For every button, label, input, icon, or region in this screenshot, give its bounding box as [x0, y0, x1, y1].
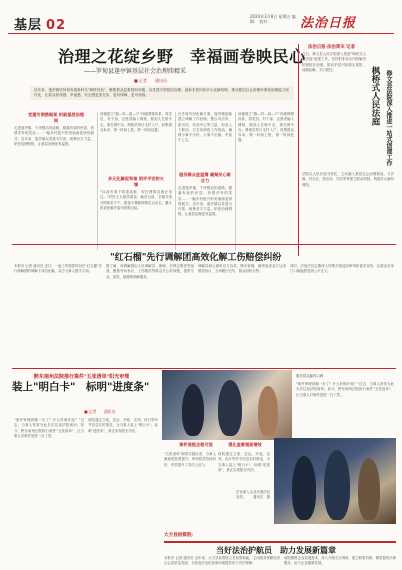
article3-col-4: 该院通过立案、送达、开庭、宣判、执行等环节信息实时推送，为当事人装上"明白卡"，标明"进度条"，真正实现阳光司法。	[218, 452, 270, 472]
sidebar-vertical-subtitle: 修文县法院深入推进一站式创建工作	[385, 70, 392, 166]
article3-subhead-1: 案件流程全程可视	[179, 442, 213, 447]
article1-col-2a: 该镇建立"镇—村—组—户"四级网格体系，将党员、村干部、志愿者编入网格，做到人在格中走、事在网中办。网格员每日走村入户，收集群众诉求，第一时间上报、第一时间处置。	[100, 112, 172, 132]
column-divider	[235, 112, 236, 250]
article3-col-5: "案件审理到哪一步了？什么时候开庭？"过去，当事人常常为此多次往返法院询问。如今，黔东南州法院推行案件"五张清单"，让当事人对案件进度一目了然。	[296, 382, 394, 397]
masthead-logo: 法治日报	[300, 16, 357, 31]
article4-col-2: 该院聚焦企业发展需求，深入开展走访调研，建立联系机制，精准提供法律服务，助力企业健康发展。	[284, 556, 396, 566]
article4-col-1: 本报讯 记者 通讯员 近年来，大方县检察院立足检察职能，主动服务保障经济社会高质量发展，为营造法治化营商环境提供有力司法保障。	[164, 556, 280, 566]
article3-col-3: "五张清单"制度实施以来，当事人满意度显著提升，审判质效持续向好，有效提升了司法公信力。	[164, 452, 216, 467]
article3-col-1: "案件审理到哪一步了？什么时候开庭？"过去，当事人常常为此多次往返法院询问。如今，黔东南州法院推行案件"五张清单"，让当事人对案件进度一目了然。	[14, 418, 84, 438]
article1-byline: ■ 记者 通讯员	[134, 78, 168, 83]
article1-col-2b: "以前有事不知道找谁，现在网格员就在身边。"村民王大姐笑着说。截至目前，全镇共划分网格若干个，配备专兼职网格员百余名，累计排查化解矛盾纠纷数百起。	[100, 190, 172, 210]
sidebar-col-1: 近日，修文县人民法院深入推进"枫桥式人民法庭"创建工作，坚持把非诉讼纠纷解决机制挺在前面，推动矛盾纠纷源头预防、前端化解、关口把控。	[302, 52, 366, 72]
header-rule	[8, 33, 394, 34]
courtroom-photo[interactable]	[162, 370, 292, 440]
date-info: 2024年3月8日 星期五 编辑： 校对：	[250, 14, 296, 24]
section-rule	[12, 368, 396, 369]
section-label: 基层 02	[14, 18, 67, 33]
article3-col-2: 该院通过立案、送达、开庭、宣判、执行等环节信息实时推送，为当事人装上"明白卡"，标明"进度条"，真正实现阳光司法。	[88, 418, 158, 433]
article3-title[interactable]: 装上"明白卡" 标明"进度条"	[12, 381, 150, 393]
sidebar-byline: 法治日报·法治周末 记者	[308, 45, 355, 50]
article2-col-1: 本报讯 记者 通讯员 近日，一起工伤赔偿纠纷在"红石榴"先行调解团的调解下成功化解，双方当事人握手言和。	[14, 264, 102, 274]
article1-subtitle: ——罗甸县逢亭镇基层社会治理续精采	[84, 68, 187, 75]
article3-subhead-2: 强化监督提质增效	[228, 442, 262, 447]
staff-photo[interactable]	[274, 438, 396, 524]
article3-kicker: 黔东南州法院推行案件"五张清单"阳光审理	[34, 374, 130, 380]
sidebar-vertical-title[interactable]: 枫桥式人民法庭	[370, 66, 380, 126]
article3-side-text: 服务群众赢得口碑	[296, 374, 324, 378]
article1-subhead-2: 多元化解促和谐 筑牢平安防火墙	[108, 176, 164, 187]
article4-title[interactable]: 当好法治护航员 助力发展新篇章	[216, 545, 336, 555]
column-divider	[97, 112, 98, 250]
article4-kicker: 大方县检察院：	[164, 533, 197, 538]
article1-lead: 近年来，逢亭镇坚持和发展新时代"枫桥经验"，聚焦群众急难愁盼问题，以党建引领基层治理，创新矛盾纠纷多元化解机制，推动基层社会治理体系和治理能力现代化，让群众获得感、幸福感、安全感更加充实、更有保障、更可持续。	[30, 86, 294, 100]
article1-col-3a: 在矛盾纠纷化解方面，逢亭镇创新建立调解工作机制，整合司法所、派出所、综治中心等力量，形成上下联动、左右协调的工作格局，确保小事不出村、大事不出镇、矛盾不上交。	[178, 112, 232, 143]
article2-col-3: 调解员耐心倾听双方诉求，释法析理，最终促成双方达成赔偿协议，当场履行完毕，群众纷纷点赞。	[198, 264, 286, 274]
article1-subhead-1: 党建引领搭框架 织就基层治理网	[28, 112, 84, 123]
section-rule	[12, 244, 396, 245]
article1-subhead-3: 服务群众显温情 凝聚民心聚合力	[179, 172, 231, 183]
article3-byline: ■ 记者 通讯员	[84, 409, 116, 414]
section-rule	[164, 541, 396, 543]
article2-col-2: 据了解，该调解团由人民调解员、律师、法律志愿者等组成，聚焦劳动争议、工伤赔偿等群众关心的问题，提供专业、高效、便捷的调解服务。	[106, 264, 194, 279]
article1-col-4: 该镇建立"镇—村—组—户"四级网格体系，将党员、村干部、志愿者编入网格，做到人在格中走、事在网中办。网格员每日走村入户，收集群众诉求，第一时间上报、第一时间处置。	[238, 112, 294, 143]
article1-col-3b: 走进逢亭镇，干净整洁的道路、错落有致的民居、热情淳朴的笑容……一幅乡村振兴的美丽画卷徐徐展开。近年来，逢亭镇以党建为引领，统筹各方力量，织密治理网格，让基层治理更有温度。	[178, 186, 232, 217]
article1-col-1: 走进逢亭镇，干净整洁的道路、错落有致的民居、热情淳朴的笑容……一幅乡村振兴的美丽画卷徐徐展开。近年来，逢亭镇以党建为引领，统筹各方力量，织密治理网格，让基层治理更有温度。	[14, 126, 94, 146]
sidebar-col-2: 法院以人民法庭为依托，主动融入基层社会治理格局，与乡镇、村社区、派出所、司法所等建立联动机制，构建多元解纷网络。	[302, 172, 394, 187]
article2-col-4: 同时，法庭法官定期深入村寨开展巡回审判和普法宣传，让群众在家门口就能感受到公平正义。	[290, 264, 394, 274]
page-number: 02	[46, 18, 67, 33]
photo-caption: 法官深入企业开展法治宣传。 通讯员 摄	[236, 490, 270, 499]
article2-title[interactable]: "红石榴"先行调解团高效化解工伤赔偿纠纷	[110, 253, 282, 263]
article1-title[interactable]: 治理之花绽乡野 幸福画卷映民心	[58, 47, 306, 66]
column-divider	[175, 112, 176, 250]
